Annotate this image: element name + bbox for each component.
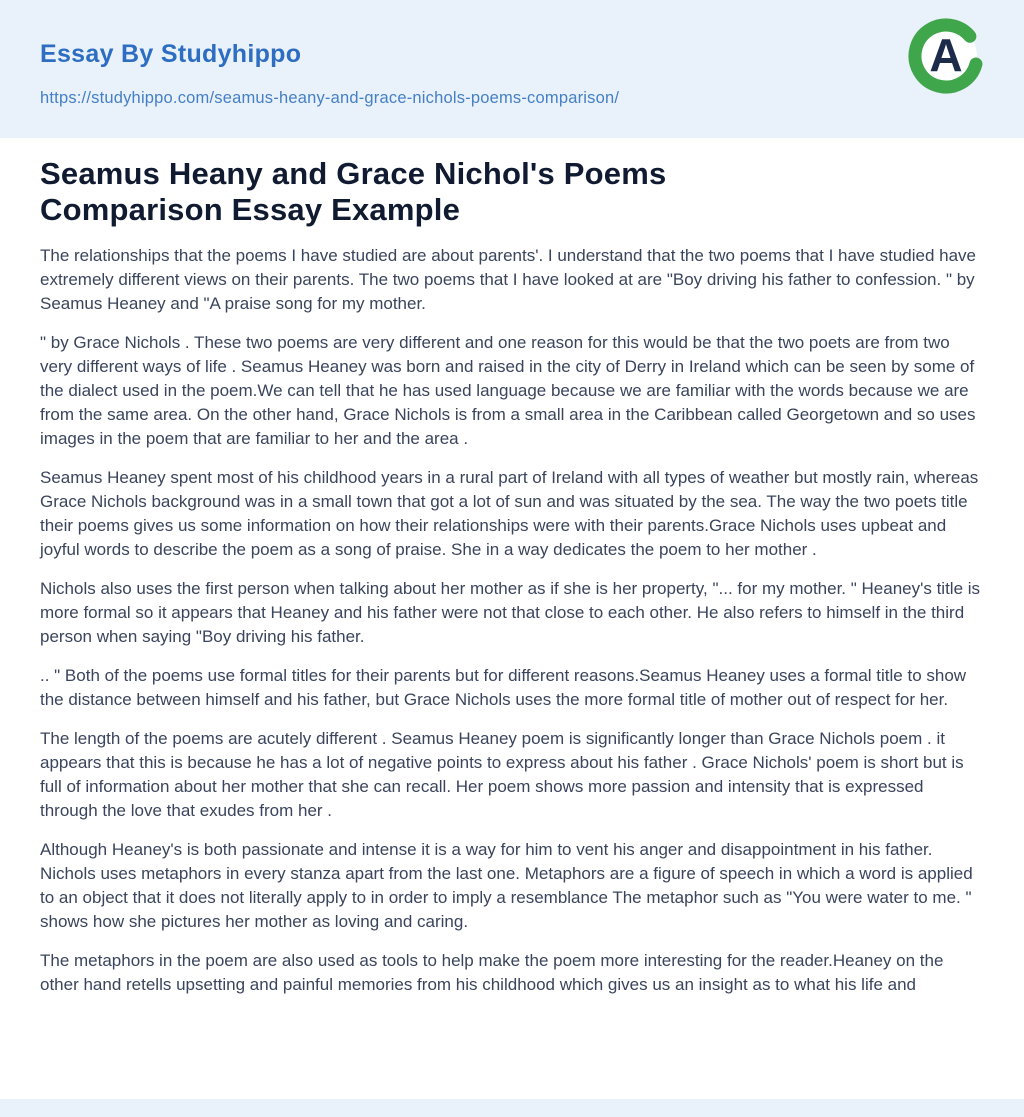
studyhippo-logo[interactable] [906,16,986,96]
logo-icon [906,16,986,96]
essay-paragraph: Although Heaney's is both passionate and intense it is a way for him to vent his anger and disappointment in his father. Nichols uses metaphors in every stanza apart from the last one. Metaphors are a figure of speech in which a word is applied to an object that it does not literally apply to in order to imply a resemblance The metaphor such as "You were water to me. " shows how she pictures her mother as loving and caring. [40,839,973,931]
essay-paragraph: The metaphors in the poem are also used as tools to help make the poem more interesting for the reader.Heaney on the other hand retells upsetting and painful memories from his childhood which gives us an insight as to what his life and [40,950,944,994]
essay-paragraph: Nichols also uses the first person when talking about her mother as if she is her property, "... for my mother. " Heaney's title is more formal so it appears that Heaney and his father were not that close to each other. He also refers to himself in the third person when saying "Boy driving his father. [40,578,981,646]
page-footer [0,1099,1024,1117]
page-header [0,0,1024,138]
essay-title: Seamus Heany and Grace Nichol's Poems Comparison Essay Example [40,156,667,227]
essay-content [0,138,1024,997]
essay-url-link[interactable]: https://studyhippo.com/seamus-heany-and-grace-nichols-poems-comparison/ [40,89,620,107]
essay-paragraph: The relationships that the poems I have studied are about parents'. I understand that the two poems that I have studied have extremely different views on their parents. The two poems that I have looked at are "Boy driving his father to confession. " by Seamus Heaney and "A praise song for my mother. [40,245,977,313]
site-title: Essay By Studyhippo [40,40,302,68]
essay-paragraph: " by Grace Nichols . These two poems are very different and one reason for this would be that the two poets are from two very different ways of life . Seamus Heaney was born and raised in the city of Derry in Ireland which can be seen by some of the dialect used in the poem.We can tell that he has used language because we are familiar with the words because we are from the same area. On the other hand, Grace Nichols is from a small area in the Caribbean called Georgetown and so uses images in the poem that are familiar to her and the area . [40,332,976,448]
logo-letter: A [929,29,963,81]
essay-paragraph: The length of the poems are acutely different . Seamus Heaney poem is significantly longer than Grace Nichols poem . it appears that this is because he has a lot of negative points to express about his father . Grace Nichols' poem is short but is full of information about her mother that she can recall. Her poem shows more passion and intensity that is expressed through the love that exudes from her . [40,728,964,820]
essay-paragraph: Seamus Heaney spent most of his childhood years in a rural part of Ireland with all types of weather but mostly rain, whereas Grace Nichols background was in a small town that got a lot of sun and was situated by the sea. The way the two poets title their poems gives us some information on how their relationships were with their parents.Grace Nichols uses upbeat and joyful words to describe the poem as a song of praise. She in a way dedicates the poem to her mother . [40,467,979,559]
essay-paragraph: .. " Both of the poems use formal titles for their parents but for different reasons.Seamus Heaney uses a formal title to show the distance between himself and his father, but Grace Nichols uses the more formal title of mother out of respect for her. [40,665,967,709]
